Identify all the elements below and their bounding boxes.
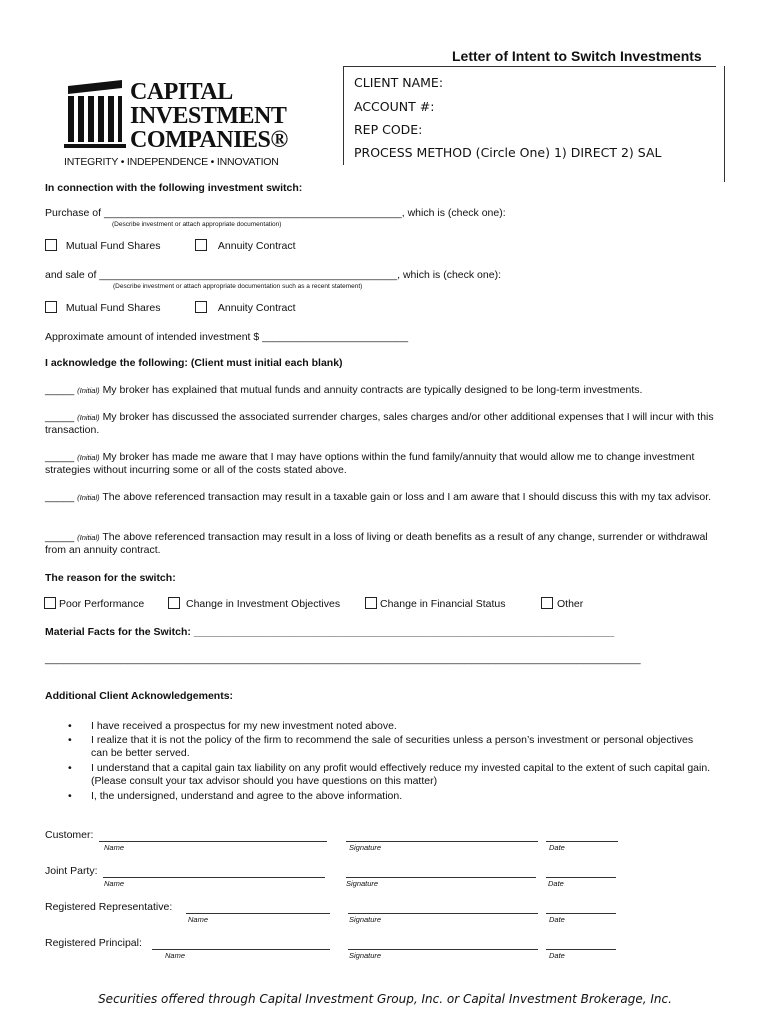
material-facts-line-2[interactable]: ______________________________________________________________________________________________________ [45, 653, 641, 665]
ack-item-4[interactable] [45, 491, 725, 504]
customer-name-line[interactable] [99, 841, 327, 842]
customer-date-line[interactable] [546, 841, 618, 842]
option-label: Other [557, 598, 584, 610]
signature-caption: Signature [349, 915, 382, 924]
name-caption: Name [104, 843, 125, 852]
initial-blank[interactable]: _____ [45, 384, 75, 396]
option-label: Mutual Fund Shares [65, 240, 161, 252]
principal-date-line[interactable] [546, 949, 616, 950]
sale-mutual-fund-option[interactable] [45, 301, 160, 314]
option-label: Annuity Contract [217, 240, 296, 252]
logo-line-3: COMPANIES® [130, 127, 288, 153]
option-label: Annuity Contract [217, 302, 296, 314]
ack-bullet-1: I have received a prospectus for my new investment noted above. [91, 720, 397, 732]
company-logo-text [130, 80, 288, 152]
material-facts-line[interactable]: Material Facts for the Switch: ________________________________________________________________________ [45, 626, 615, 638]
purchase-annuity-option[interactable] [195, 239, 296, 252]
principal-signature-line[interactable] [348, 949, 538, 950]
signature-caption: Signature [349, 951, 382, 960]
option-label: Change in Financial Status [380, 598, 506, 610]
joint-party-label: Joint Party: [45, 865, 98, 877]
client-info-box [343, 66, 716, 165]
bullet-icon: • [68, 790, 72, 802]
reason-change-objectives[interactable] [168, 597, 340, 610]
ack-text: My broker has discussed the associated surrender charges, sales charges and/or other additional expenses that I will incur with this transaction. [45, 411, 714, 436]
bullet-icon: • [68, 762, 72, 774]
date-caption: Date [549, 915, 565, 924]
initial-label: (Initial) [77, 453, 100, 462]
name-caption: Name [165, 951, 186, 960]
sale-annuity-option[interactable] [195, 301, 296, 314]
name-caption: Name [188, 915, 209, 924]
additional-heading: Additional Client Acknowledgements: [45, 690, 234, 702]
ack-bullet-3: I understand that a capital gain tax liability on any profit would effectively reduce my invested capital to the extent of such capital gain. (Please consult your tax advisor should you have questions on this matter) [91, 762, 711, 787]
bullet-icon: • [68, 720, 72, 732]
initial-blank[interactable]: _____ [45, 411, 75, 423]
initial-blank[interactable]: _____ [45, 491, 75, 503]
reason-heading: The reason for the switch: [45, 572, 176, 584]
amount-line[interactable]: Approximate amount of intended investment $ _________________________ [45, 331, 409, 343]
bullet-icon: • [68, 734, 72, 746]
registered-rep-label: Registered Representative: [45, 901, 173, 913]
ack-item-1[interactable] [45, 384, 725, 397]
checkbox[interactable] [44, 597, 56, 609]
joint-signature-line[interactable] [346, 877, 536, 878]
footer-disclosure: Securities offered through Capital Investment Group, Inc. or Capital Investment Brokerage, Inc. [98, 992, 672, 1006]
logo-line-2: INVESTMENT [130, 103, 287, 129]
initial-blank[interactable]: _____ [45, 531, 75, 543]
switch-intro: In connection with the following investment switch: [45, 182, 303, 194]
ack-item-2[interactable] [45, 411, 725, 437]
ack-bullet-4: I, the undersigned, understand and agree to the above information. [91, 790, 403, 802]
joint-name-line[interactable] [103, 877, 325, 878]
purchase-of-line[interactable]: Purchase of ___________________________________________________, which is (check one): [45, 207, 506, 219]
sale-hint: (Describe investment or attach appropriate documentation such as a recent statement) [113, 283, 363, 290]
ack-text: My broker has explained that mutual funds and annuity contracts are typically designed to be long-term investments. [102, 384, 643, 396]
acknowledge-heading: I acknowledge the following: (Client must initial each blank) [45, 357, 343, 369]
option-label: Change in Investment Objectives [186, 598, 341, 610]
date-caption: Date [549, 951, 565, 960]
checkbox[interactable] [541, 597, 553, 609]
pillars-logo-icon [64, 80, 126, 152]
account-label: ACCOUNT #: [354, 99, 435, 114]
checkbox[interactable] [168, 597, 180, 609]
client-name-label: CLIENT NAME: [354, 75, 444, 90]
rep-signature-line[interactable] [348, 913, 538, 914]
ack-item-5[interactable] [45, 531, 725, 557]
initial-blank[interactable]: _____ [45, 451, 75, 463]
ack-bullet-2: I realize that it is not the policy of the firm to recommend the sale of securities unless a person’s investment or personal objectives can be better served. [91, 734, 694, 759]
page-title: Letter of Intent to Switch Investments [452, 48, 702, 64]
registered-principal-label: Registered Principal: [45, 937, 142, 949]
initial-label: (Initial) [77, 413, 100, 422]
signature-caption: Signature [346, 879, 379, 888]
signature-caption: Signature [349, 843, 382, 852]
ack-text: My broker has made me aware that I may have options within the fund family/annuity that would allow me to change investment strategies without incurring some or all of the costs stated above. [45, 451, 695, 476]
checkbox[interactable] [195, 301, 207, 313]
ack-text: The above referenced transaction may result in a loss of living or death benefits as a result of any change, surrender or withdrawal from an annuity contract. [45, 531, 708, 556]
date-caption: Date [549, 843, 565, 852]
checkbox[interactable] [365, 597, 377, 609]
principal-name-line[interactable] [152, 949, 330, 950]
rep-code-label: REP CODE: [354, 122, 423, 137]
joint-date-line[interactable] [546, 877, 616, 878]
initial-label: (Initial) [77, 386, 100, 395]
process-method-label: PROCESS METHOD (Circle One) 1) DIRECT 2) SAL [354, 145, 662, 160]
purchase-mutual-fund-option[interactable] [45, 239, 160, 252]
purchase-hint: (Describe investment or attach appropriate documentation) [112, 221, 282, 228]
customer-label: Customer: [45, 829, 94, 841]
ack-text: The above referenced transaction may result in a taxable gain or loss and I am aware that I should discuss this with my tax advisor. [102, 491, 712, 503]
customer-signature-line[interactable] [346, 841, 538, 842]
checkbox[interactable] [45, 239, 57, 251]
rep-date-line[interactable] [546, 913, 616, 914]
reason-poor-performance[interactable] [44, 597, 144, 610]
ack-item-3[interactable] [45, 451, 725, 477]
name-caption: Name [104, 879, 125, 888]
rep-name-line[interactable] [186, 913, 330, 914]
option-label: Poor Performance [59, 598, 145, 610]
option-label: Mutual Fund Shares [65, 302, 161, 314]
box-divider [724, 66, 725, 182]
sale-of-line[interactable]: and sale of ___________________________________________________, which is (check one): [45, 269, 501, 281]
checkbox[interactable] [45, 301, 57, 313]
initial-label: (Initial) [77, 533, 100, 542]
reason-other[interactable] [541, 597, 583, 610]
logo-tagline: INTEGRITY • INDEPENDENCE • INNOVATION [64, 156, 279, 168]
checkbox[interactable] [195, 239, 207, 251]
initial-label: (Initial) [77, 493, 100, 502]
logo-line-1: CAPITAL [130, 79, 233, 105]
reason-change-financial-status[interactable] [365, 597, 506, 610]
date-caption: Date [548, 879, 564, 888]
